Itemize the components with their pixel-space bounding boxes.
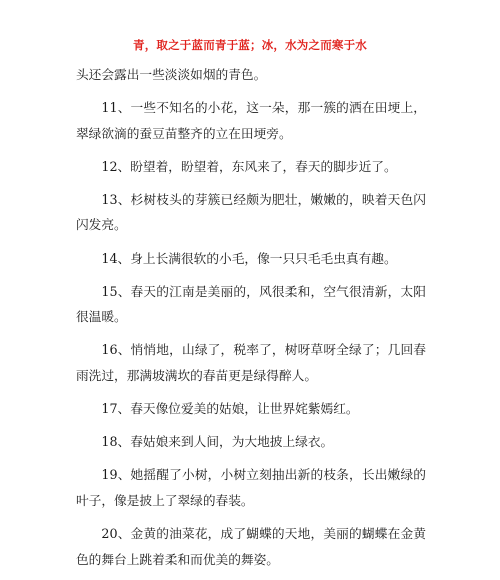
paragraph: 12、盼望着，盼望着，东风来了，春天的脚步近了。 [101, 158, 397, 174]
paragraph: 13、杉树枝头的芽簇已经颇为肥壮，嫩嫩的，映着天色闪闪发亮。 [76, 191, 426, 233]
paragraph: 17、春天像位爱美的姑娘，让世界姹紫嫣红。 [101, 401, 359, 417]
paragraph: 15、春天的江南是美丽的，风很柔和，空气很清新，太阳很温暖。 [76, 283, 426, 325]
paragraph: 19、她摇醒了小树，小树立刻抽出新的枝条，长出嫩绿的叶子，像是披上了翠绿的春装。 [76, 467, 426, 508]
paragraph: 头还会露出一些淡淡如烟的青色。 [76, 67, 267, 82]
paragraph: 11、一些不知名的小花，这一朵，那一簇的洒在田埂上，翠绿欲滴的蚕豆苗整齐的立在田埂旁。 [76, 100, 426, 141]
paragraph: 16、悄悄地，山绿了，税率了，树呀草呀全绿了；几回春雨洗过，那满坡满坎的春苗更是绿得醉人。 [76, 342, 426, 383]
paragraph: 14、身上长满很软的小毛，像一只只毛毛虫真有趣。 [101, 250, 397, 266]
page-header: 青，取之于蓝而青于蓝；冰，水为之而寒于水 [133, 38, 367, 52]
document-body [76, 62, 426, 580]
paragraph: 20、金黄的油菜花，成了蝴蝶的天地，美丽的蝴蝶在金黄色的舞台上跳着柔和而优美的舞姿。 [76, 525, 426, 567]
paragraph: 18、春姑娘来到人间，为大地披上绿衣。 [101, 434, 334, 450]
